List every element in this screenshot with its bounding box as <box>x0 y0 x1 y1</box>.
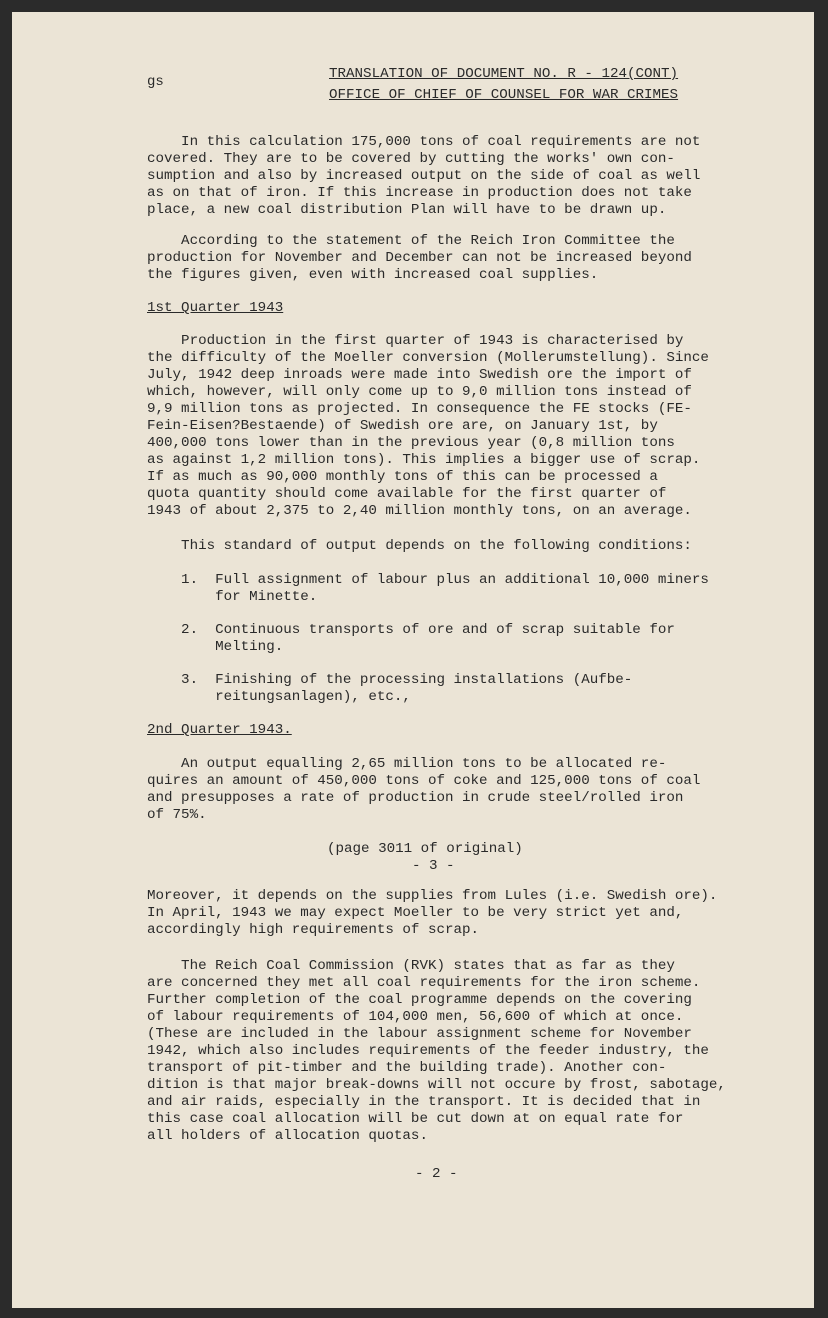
page-reference: (page 3011 of original) <box>327 841 523 857</box>
paragraph-supplies-lules: Moreover, it depends on the supplies from Lules (i.e. Swedish ore). In April, 1943 we may expect Moeller to be very strict yet and, accordingly high requirements of scrap. <box>147 888 718 938</box>
paragraph-reich-coal-commission: The Reich Coal Commission (RVK) states that as far as they are concerned they met all coal requirements for the iron scheme. Further completion of the coal programme depends on the covering of labour requirements of 104,000 men, 56,600 of which at once. (These are included in the labour assignment scheme for November 1942, which also includes requirements of the feeder industry, the transport of pit-timber and the building trade). Another con- dition is that major break-downs will not occure by frost, sabotage, and air raids, especially in the transport. It is decided that in this case coal allocation will be cut down at on equal rate for all holders of allocation quotas. <box>147 958 726 1144</box>
paragraph-conditions-intro: This standard of output depends on the following conditions: <box>147 538 692 554</box>
list-item-3: 3. Finishing of the processing installations (Aufbe- reitungsanlagen), etc., <box>181 672 633 705</box>
paragraph-reich-iron-committee: According to the statement of the Reich Iron Committee the production for November and December can not be increased beyond the figures given, even with increased coal supplies. <box>147 233 692 283</box>
paragraph-second-quarter: An output equalling 2,65 million tons to be allocated re- quires an amount of 450,000 tons of coke and 125,000 tons of coal and presupposes a rate of production in crude steel/rolled iron of 75%. <box>147 756 701 823</box>
paragraph-first-quarter: Production in the first quarter of 1943 is characterised by the difficulty of the Moeller conversion (Mollerumstellung). Since July, 1942 deep inroads were made into Swedish ore the import of which, however, will only come up to 9,0 million tons instead of 9,9 million tons as projected. In consequence the FE stocks (FE- Fein-Eisen?Bestaende) of Swedish ore are, on January 1st, by 400,000 tons lower than in the previous year (0,8 million tons as against 1,2 million tons). This implies a bigger use of scrap. If as much as 90,000 monthly tons of this can be processed a quota quantity should come available for the first quarter of 1943 of about 2,375 to 2,40 million monthly tons, on an average. <box>147 333 709 519</box>
list-item-2: 2. Continuous transports of ore and of scrap suitable for Melting. <box>181 622 675 655</box>
original-page-number: - 3 - <box>412 858 455 874</box>
typist-initials: gs <box>147 74 164 90</box>
list-item-1: 1. Full assignment of labour plus an additional 10,000 miners for Minette. <box>181 572 709 605</box>
document-title: TRANSLATION OF DOCUMENT NO. R - 124(CONT) <box>329 66 679 82</box>
document-page <box>12 12 814 1308</box>
office-title: OFFICE OF CHIEF OF COUNSEL FOR WAR CRIMES <box>329 87 679 103</box>
heading-second-quarter: 2nd Quarter 1943. <box>147 722 292 738</box>
heading-first-quarter: 1st Quarter 1943 <box>147 300 284 316</box>
paragraph-coal-requirements: In this calculation 175,000 tons of coal requirements are not covered. They are to be covered by cutting the works' own con- sumption and also by increased output on the side of coal as well as on that of iron. If this increase in production does not take place, a new coal distribution Plan will have to be drawn up. <box>147 134 701 218</box>
page-number: - 2 - <box>415 1166 458 1182</box>
